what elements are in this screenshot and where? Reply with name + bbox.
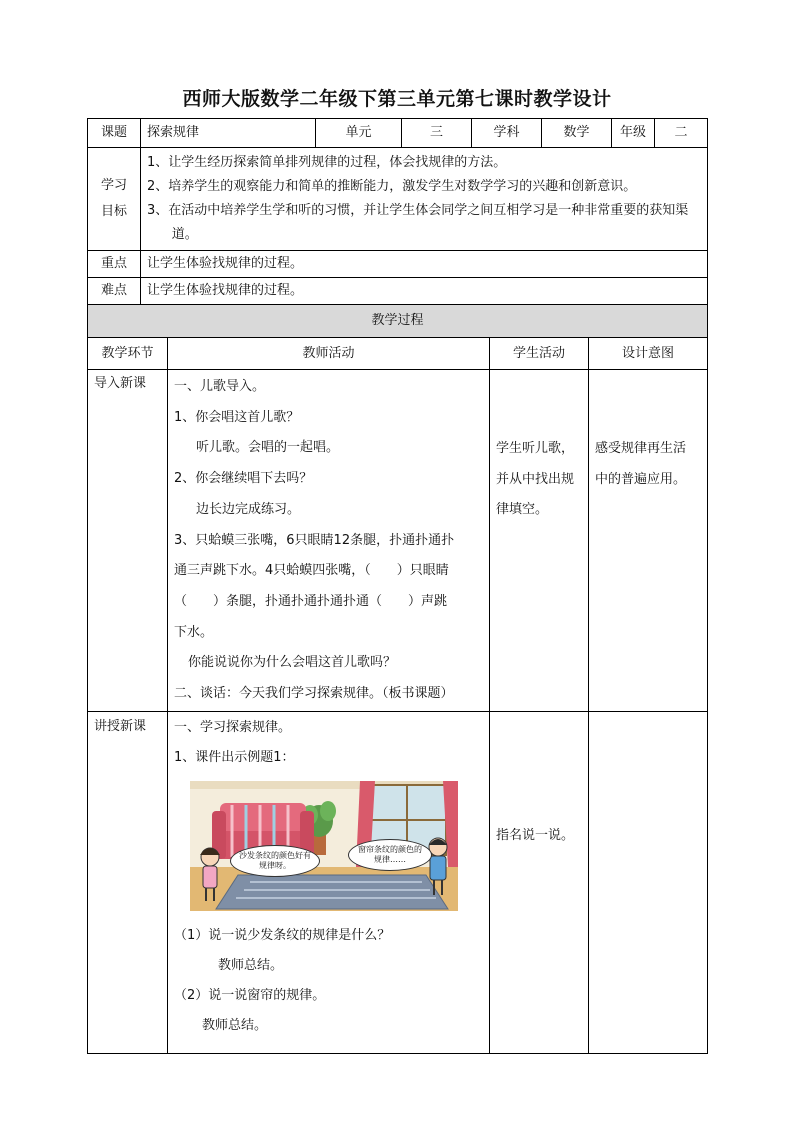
subject-value: 数学 <box>542 119 612 148</box>
goals-label-line-2: 目标 <box>100 204 127 219</box>
grade-value: 二 <box>655 119 708 148</box>
teacher-line: 2、你会继续唱下去吗？ <box>174 471 313 487</box>
intro-stage: 导入新课 <box>88 370 168 712</box>
process-header: 教学过程 <box>88 305 708 338</box>
student-line: 律填空。 <box>496 502 549 517</box>
teacher-line: 1、课件出示例题1： <box>174 750 295 765</box>
intro-teacher <box>168 370 490 712</box>
col-stage: 教学环节 <box>88 338 168 370</box>
process-table <box>87 304 708 1054</box>
teacher-line: （2）说一说窗帘的规律。 <box>174 988 326 1003</box>
topic-value: 探索规律 <box>141 119 316 148</box>
teacher-line: 你能说说你为什么会唱这首儿歌吗？ <box>188 655 397 671</box>
document-title: 西师大版数学二年级下第三单元第七课时教学设计 <box>182 88 612 110</box>
lecture-student: 指名说一说。 <box>490 712 589 1054</box>
teacher-line: 通三声跳下水。4只蛤蟆四张嘴，（ ）只眼睛 <box>174 563 449 579</box>
difficulty-row <box>88 278 708 305</box>
teacher-line: 3、只蛤蟆三张嘴，6只眼睛12条腿，扑通扑通扑 <box>174 532 455 548</box>
info-row <box>88 119 708 148</box>
teacher-line: 教师总结。 <box>218 958 284 973</box>
lecture-row <box>88 712 708 1054</box>
student-line: 学生听儿歌， <box>496 441 575 456</box>
goals-row <box>88 148 708 251</box>
process-header-row <box>88 305 708 338</box>
key-point-label: 重点 <box>88 251 141 278</box>
unit-value: 三 <box>402 119 472 148</box>
lecture-intent <box>589 712 708 1054</box>
grade-label: 年级 <box>612 119 655 148</box>
student-line: 并从中找出规 <box>496 471 575 487</box>
intro-row <box>88 370 708 712</box>
teacher-line: 下水。 <box>174 624 214 640</box>
subject-label: 学科 <box>472 119 542 148</box>
teacher-line: 听儿歌。会唱的一起唱。 <box>196 440 340 456</box>
teacher-line: 一、儿歌导入。 <box>174 379 266 394</box>
difficulty-value: 让学生体验找规律的过程。 <box>141 278 708 305</box>
topic-label: 课题 <box>88 119 141 148</box>
goal-item: 3、在活动中培养学生学和听的习惯，并让学生体会同学之间互相学习是一种非常重要的获知渠道。 <box>147 203 689 242</box>
teacher-line: 一、学习探索规律。 <box>174 720 292 735</box>
teacher-line: （ ）条腿，扑通扑通扑通扑通（ ）声跳 <box>174 593 448 609</box>
speech-bubble-boy: 窗帘条纹的颜色的规律…… <box>348 839 432 871</box>
lesson-plan-table <box>87 118 708 305</box>
teacher-line: 二、谈话：今天我们学习探索规律。（板书课题） <box>174 686 454 702</box>
goals-list <box>141 148 708 251</box>
key-point-value: 让学生体验找规律的过程。 <box>141 251 708 278</box>
goals-label-line-1: 学习 <box>100 178 127 193</box>
goal-item: 2、培养学生的观察能力和简单的推断能力，激发学生对数学学习的兴趣和创新意识。 <box>147 179 637 194</box>
teacher-line: 教师总结。 <box>202 1018 268 1033</box>
goal-item: 1、让学生经历探索简单排列规律的过程，体会找规律的方法。 <box>147 155 507 170</box>
key-point-row <box>88 251 708 278</box>
speech-bubble-girl: 沙发条纹的颜色好有规律呀。 <box>230 845 320 877</box>
unit-label: 单元 <box>316 119 402 148</box>
column-header-row <box>88 338 708 370</box>
intent-line: 中的普遍应用。 <box>595 471 687 487</box>
teacher-line: （1）说一说少发条纹的规律是什么？ <box>174 928 391 943</box>
difficulty-label: 难点 <box>88 278 141 305</box>
teacher-line: 边长边完成练习。 <box>196 501 301 517</box>
intro-intent <box>589 370 708 712</box>
intro-student <box>490 370 589 712</box>
intent-line: 感受规律再生活 <box>595 441 687 456</box>
col-teacher: 教师活动 <box>168 338 490 370</box>
lecture-stage: 讲授新课 <box>88 712 168 1054</box>
col-student: 学生活动 <box>490 338 589 370</box>
teacher-line: 1、你会唱这首儿歌？ <box>174 409 300 425</box>
col-intent: 设计意图 <box>589 338 708 370</box>
lecture-teacher <box>168 712 490 1054</box>
example-illustration <box>190 781 458 911</box>
goals-label <box>88 148 141 251</box>
